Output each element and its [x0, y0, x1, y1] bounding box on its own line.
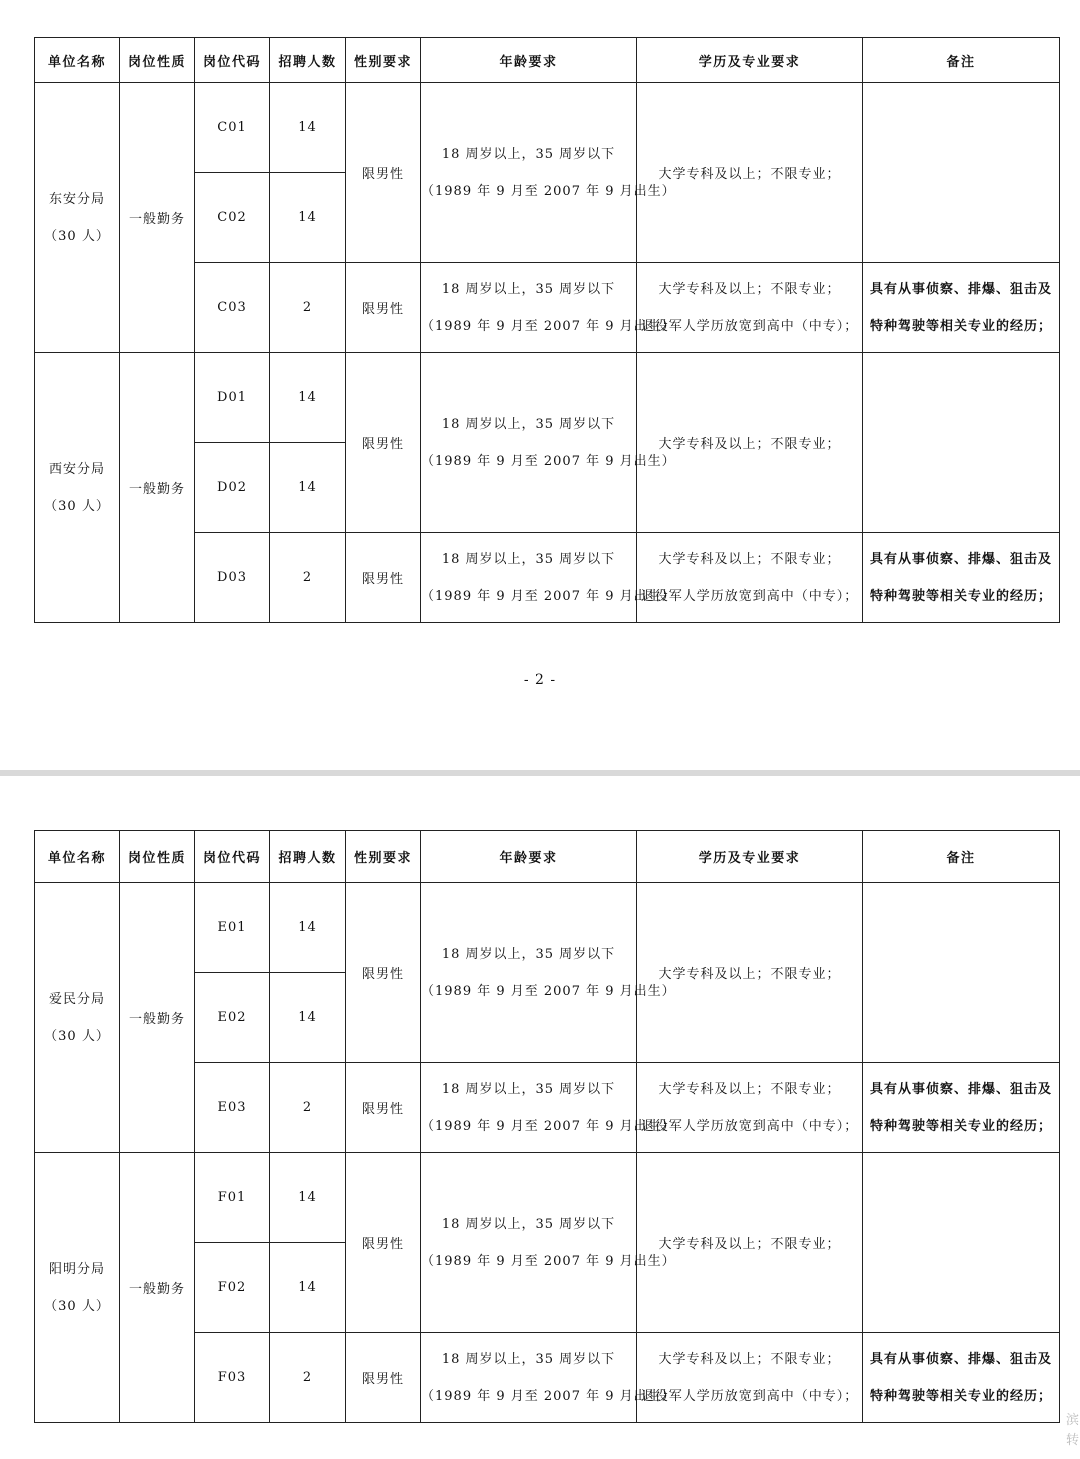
education-cell: 大学专科及以上；不限专业； 退役军人学历放宽到高中（中专）； [637, 1333, 863, 1423]
gender-cell: 限男性 [346, 83, 421, 263]
post-nature-cell: 一般勤务 [120, 83, 195, 353]
remark-cell [863, 83, 1060, 263]
post-code-cell: C02 [195, 173, 270, 263]
post-code-cell: E02 [195, 973, 270, 1063]
header-gender: 性别要求 [346, 38, 421, 83]
table-row [35, 83, 1060, 173]
unit-name-cell: 阳明分局 （30 人） [35, 1153, 120, 1423]
age-cell: 18 周岁以上，35 周岁以下 （1989 年 9 月至 2007 年 9 月出生） [421, 1333, 637, 1423]
hire-count-cell: 14 [270, 883, 346, 973]
header-hire-count: 招聘人数 [270, 831, 346, 883]
table-header-row [35, 38, 1060, 83]
unit-name-cell: 爱民分局 （30 人） [35, 883, 120, 1153]
gender-cell: 限男性 [346, 1063, 421, 1153]
table-header-row [35, 831, 1060, 883]
post-code-cell: D02 [195, 443, 270, 533]
post-code-cell: C03 [195, 263, 270, 353]
header-age: 年龄要求 [421, 831, 637, 883]
header-unit-name: 单位名称 [35, 831, 120, 883]
post-code-cell: E01 [195, 883, 270, 973]
header-gender: 性别要求 [346, 831, 421, 883]
post-code-cell: F02 [195, 1243, 270, 1333]
post-code-cell: E03 [195, 1063, 270, 1153]
hire-count-cell: 14 [270, 173, 346, 263]
unit-name-cell: 东安分局 （30 人） [35, 83, 120, 353]
education-cell: 大学专科及以上；不限专业； [637, 883, 863, 1063]
education-cell: 大学专科及以上；不限专业； 退役军人学历放宽到高中（中专）； [637, 263, 863, 353]
age-cell: 18 周岁以上，35 周岁以下 （1989 年 9 月至 2007 年 9 月出生） [421, 353, 637, 533]
remark-cell [863, 883, 1060, 1063]
hire-count-cell: 2 [270, 263, 346, 353]
remark-cell [863, 1153, 1060, 1333]
header-unit-name: 单位名称 [35, 38, 120, 83]
gender-cell: 限男性 [346, 1153, 421, 1333]
post-code-cell: F03 [195, 1333, 270, 1423]
post-code-cell: D03 [195, 533, 270, 623]
page-number: - 2 - [523, 672, 557, 688]
header-hire-count: 招聘人数 [270, 38, 346, 83]
header-remark: 备注 [863, 38, 1060, 83]
post-code-cell: D01 [195, 353, 270, 443]
gender-cell: 限男性 [346, 263, 421, 353]
hire-count-cell: 2 [270, 1063, 346, 1153]
remark-cell [863, 353, 1060, 533]
header-post-nature: 岗位性质 [120, 831, 195, 883]
post-nature-cell: 一般勤务 [120, 883, 195, 1153]
header-age: 年龄要求 [421, 38, 637, 83]
age-cell: 18 周岁以上，35 周岁以下 （1989 年 9 月至 2007 年 9 月出生） [421, 533, 637, 623]
age-cell: 18 周岁以上，35 周岁以下 （1989 年 9 月至 2007 年 9 月出生） [421, 1153, 637, 1333]
recruitment-table-1 [34, 37, 1060, 623]
document-page-2 [0, 776, 1080, 1459]
hire-count-cell: 2 [270, 1333, 346, 1423]
hire-count-cell: 14 [270, 443, 346, 533]
gender-cell: 限男性 [346, 353, 421, 533]
remark-cell: 具有从事侦察、排爆、狙击及 特种驾驶等相关专业的经历； [863, 1063, 1060, 1153]
corner-overlay-text: 滨 转 [1066, 1413, 1080, 1448]
age-cell: 18 周岁以上，35 周岁以下 （1989 年 9 月至 2007 年 9 月出生） [421, 263, 637, 353]
age-cell: 18 周岁以上，35 周岁以下 （1989 年 9 月至 2007 年 9 月出生） [421, 1063, 637, 1153]
header-education: 学历及专业要求 [637, 38, 863, 83]
education-cell: 大学专科及以上；不限专业； 退役军人学历放宽到高中（中专）； [637, 533, 863, 623]
header-post-code: 岗位代码 [195, 831, 270, 883]
post-nature-cell: 一般勤务 [120, 1153, 195, 1423]
hire-count-cell: 14 [270, 83, 346, 173]
age-cell: 18 周岁以上，35 周岁以下 （1989 年 9 月至 2007 年 9 月出生） [421, 83, 637, 263]
recruitment-table-2 [34, 830, 1060, 1423]
gender-cell: 限男性 [346, 533, 421, 623]
header-remark: 备注 [863, 831, 1060, 883]
hire-count-cell: 14 [270, 973, 346, 1063]
education-cell: 大学专科及以上；不限专业； [637, 83, 863, 263]
remark-cell: 具有从事侦察、排爆、狙击及 特种驾驶等相关专业的经历； [863, 533, 1060, 623]
table-row [35, 1153, 1060, 1243]
hire-count-cell: 14 [270, 353, 346, 443]
education-cell: 大学专科及以上；不限专业； 退役军人学历放宽到高中（中专）； [637, 1063, 863, 1153]
unit-name-cell: 西安分局 （30 人） [35, 353, 120, 623]
education-cell: 大学专科及以上；不限专业； [637, 353, 863, 533]
post-code-cell: F01 [195, 1153, 270, 1243]
age-cell: 18 周岁以上，35 周岁以下 （1989 年 9 月至 2007 年 9 月出生） [421, 883, 637, 1063]
remark-cell: 具有从事侦察、排爆、狙击及 特种驾驶等相关专业的经历； [863, 263, 1060, 353]
gender-cell: 限男性 [346, 883, 421, 1063]
remark-cell: 具有从事侦察、排爆、狙击及 特种驾驶等相关专业的经历； [863, 1333, 1060, 1423]
hire-count-cell: 14 [270, 1153, 346, 1243]
gender-cell: 限男性 [346, 1333, 421, 1423]
hire-count-cell: 14 [270, 1243, 346, 1333]
post-nature-cell: 一般勤务 [120, 353, 195, 623]
table-row [35, 883, 1060, 973]
hire-count-cell: 2 [270, 533, 346, 623]
table-row [35, 353, 1060, 443]
header-education: 学历及专业要求 [637, 831, 863, 883]
header-post-code: 岗位代码 [195, 38, 270, 83]
education-cell: 大学专科及以上；不限专业； [637, 1153, 863, 1333]
header-post-nature: 岗位性质 [120, 38, 195, 83]
post-code-cell: C01 [195, 83, 270, 173]
